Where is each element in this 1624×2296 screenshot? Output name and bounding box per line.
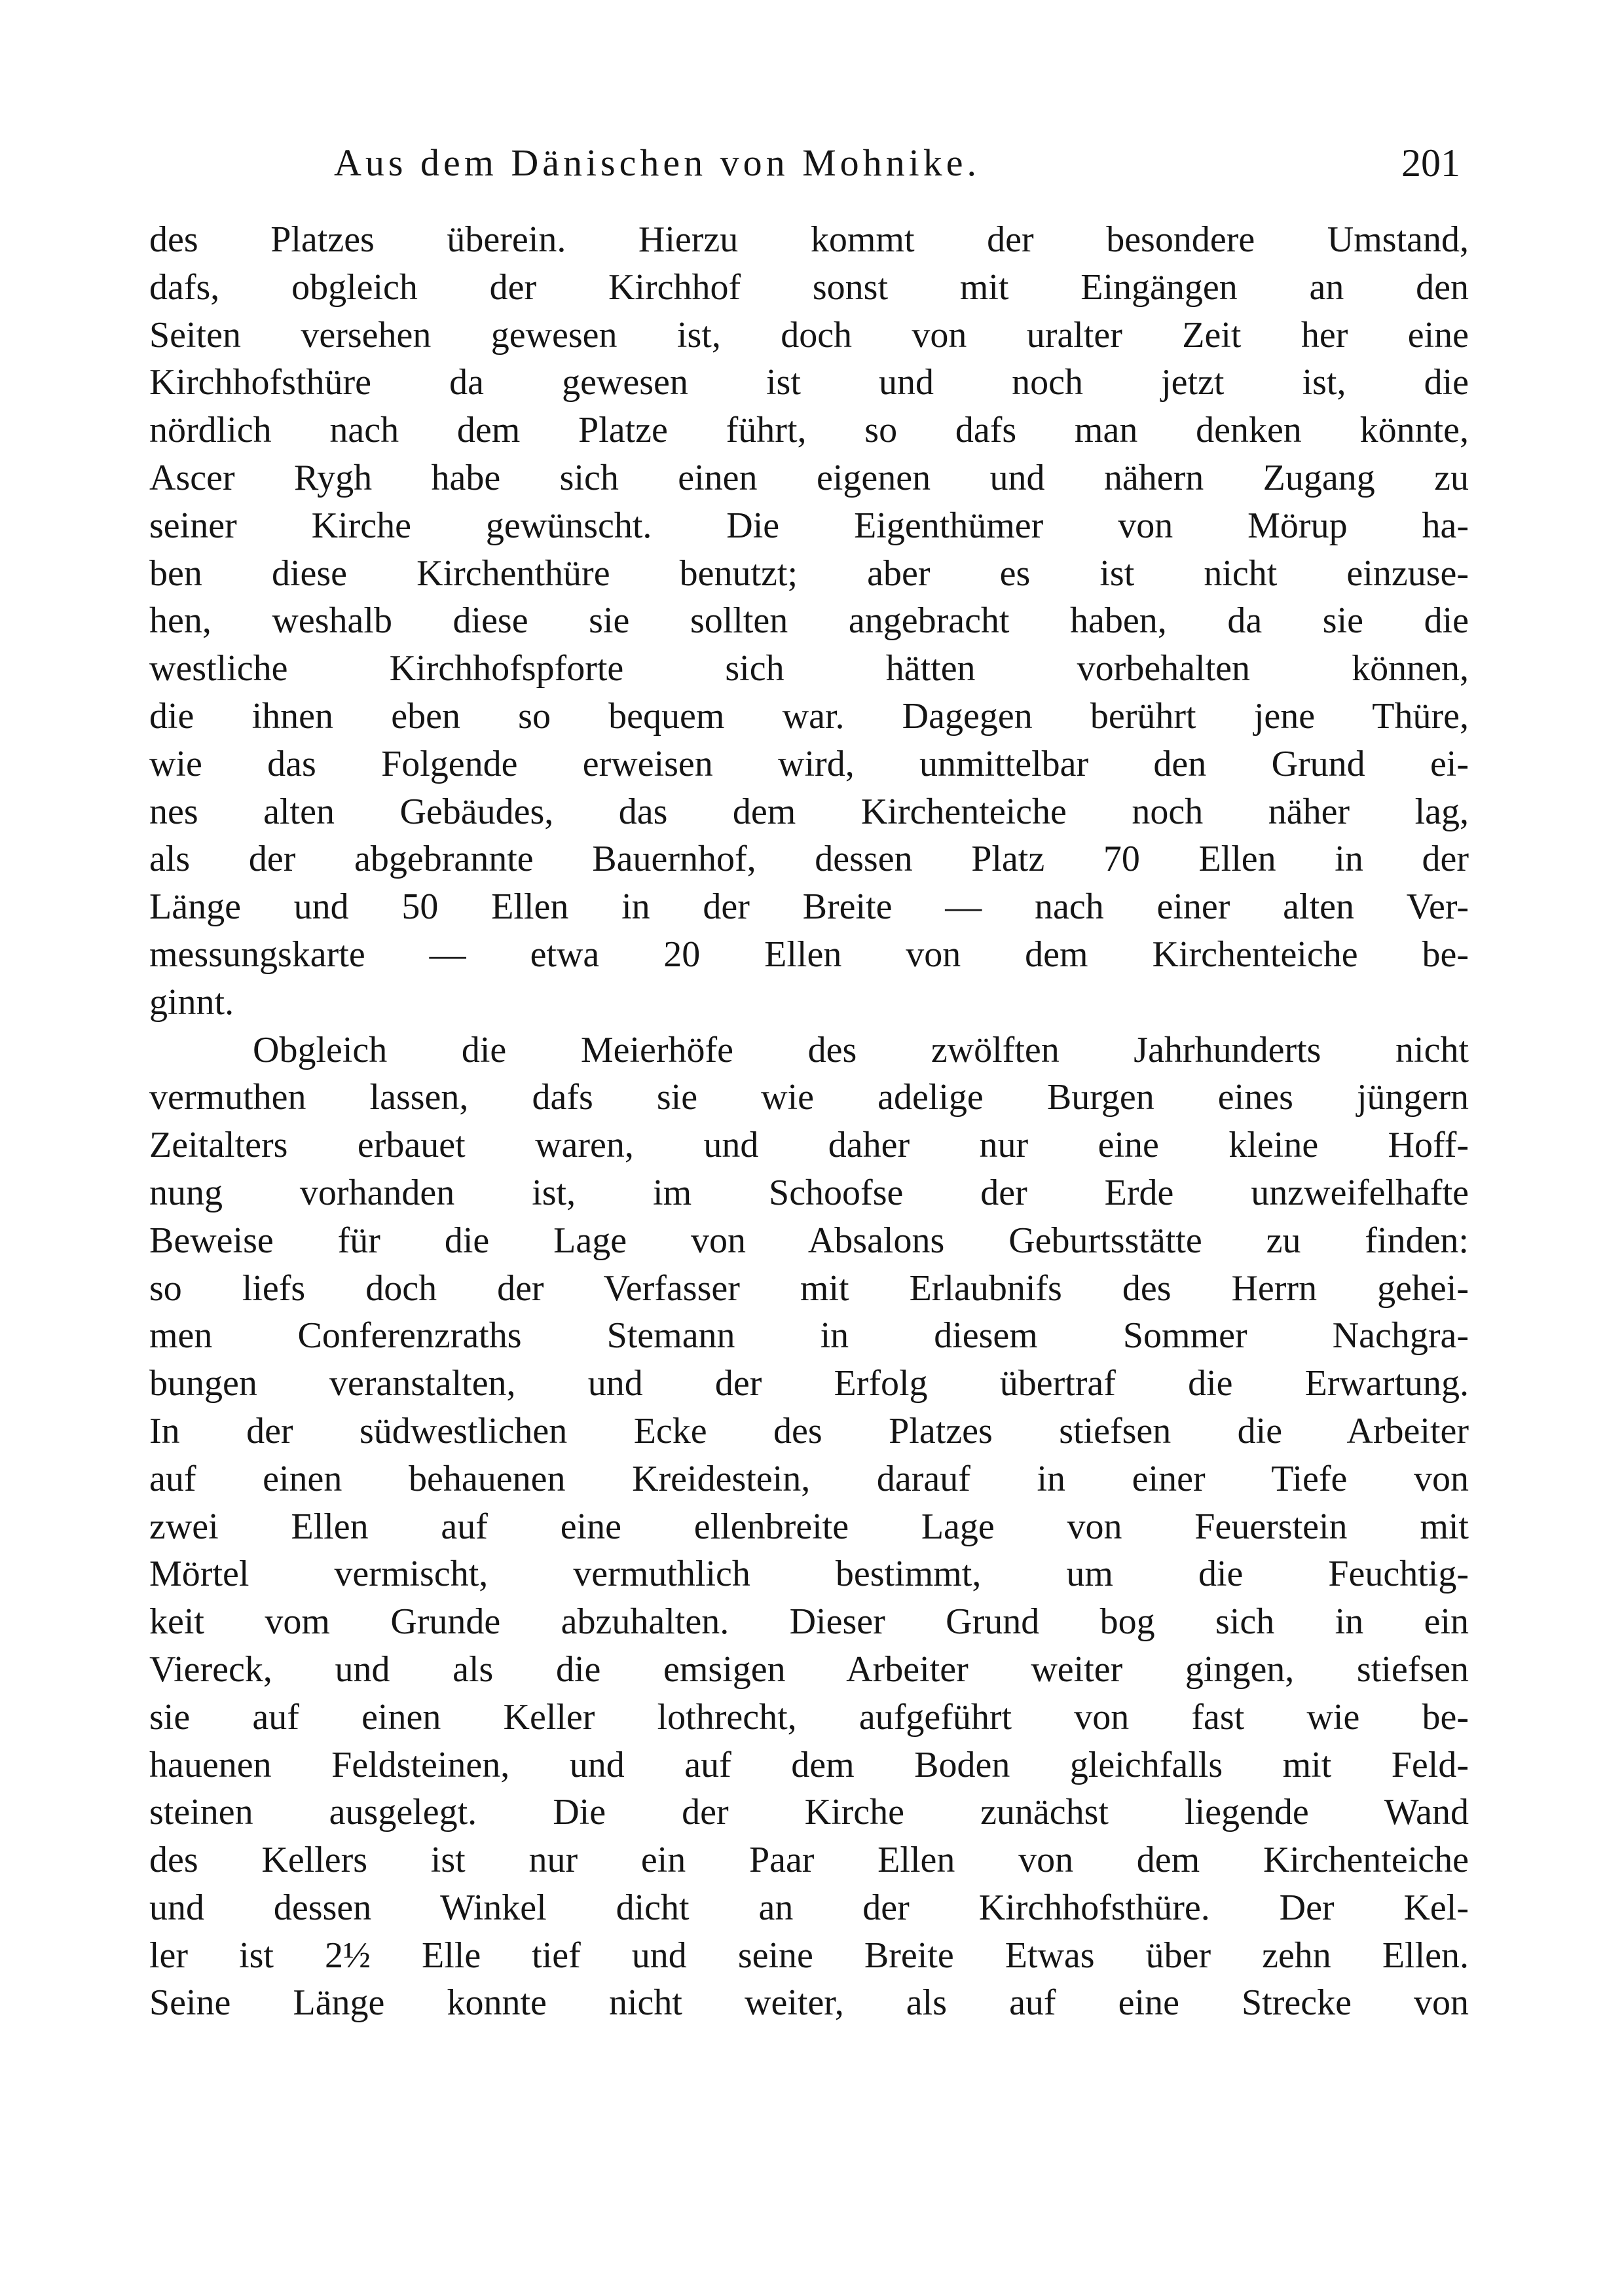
text-line: zwei Ellen auf eine ellenbreite Lage von Feuerstein mit bbox=[149, 1506, 1469, 1547]
text-line: wie das Folgende erweisen wird, unmittelbar den Grund ei- bbox=[149, 743, 1469, 784]
text-line: Seiten versehen gewesen ist, doch von uralter Zeit her eine bbox=[149, 314, 1469, 355]
text-line: des Platzes überein. Hierzu kommt der besondere Umstand, bbox=[149, 219, 1469, 260]
text-line: keit vom Grunde abzuhalten. Dieser Grund bog sich in ein bbox=[149, 1601, 1469, 1643]
text-line: als der abgebrannte Bauernhof, dessen Platz 70 Ellen in der bbox=[149, 839, 1469, 880]
text-line: und dessen Winkel dicht an der Kirchhofsthüre. Der Kel- bbox=[149, 1887, 1469, 1928]
paragraph-first-line: Obgleich die Meierhöfe des zwölften Jahrhunderts nicht bbox=[253, 1029, 1469, 1070]
text-line: so liefs doch der Verfasser mit Erlaubnifs des Herrn gehei- bbox=[149, 1267, 1469, 1309]
text-line: nördlich nach dem Platze führt, so dafs man denken könnte, bbox=[149, 410, 1469, 451]
text-line: ler ist 2½ Elle tief und seine Breite Etwas über zehn Ellen. bbox=[149, 1935, 1469, 1976]
text-line: steinen ausgelegt. Die der Kirche zunächst liegende Wand bbox=[149, 1792, 1469, 1833]
paragraph-end-line: ginnt. bbox=[149, 981, 234, 1023]
text-line: dafs, obgleich der Kirchhof sonst mit Eingängen an den bbox=[149, 266, 1469, 308]
text-line: Mörtel vermischt, vermuthlich bestimmt, um die Feuchtig- bbox=[149, 1554, 1469, 1595]
text-line: Länge und 50 Ellen in der Breite — nach einer alten Ver- bbox=[149, 886, 1469, 928]
text-line: Seine Länge konnte nicht weiter, als auf eine Strecke von bbox=[149, 1982, 1469, 2024]
text-line: westliche Kirchhofspforte sich hätten vorbehalten können, bbox=[149, 648, 1469, 689]
text-line: auf einen behauenen Kreidestein, darauf in einer Tiefe von bbox=[149, 1458, 1469, 1499]
text-line: Beweise für die Lage von Absalons Geburtsstätte zu finden: bbox=[149, 1220, 1469, 1261]
text-line: des Kellers ist nur ein Paar Ellen von dem Kirchenteiche bbox=[149, 1840, 1469, 1881]
running-title: Aus dem Dänischen von Mohnike. bbox=[334, 141, 981, 184]
text-line: hauenen Feldsteinen, und auf dem Boden gleichfalls mit Feld- bbox=[149, 1744, 1469, 1785]
text-line: nung vorhanden ist, im Schoofse der Erde unzweifelhafte bbox=[149, 1172, 1469, 1213]
text-line: messungskarte — etwa 20 Ellen von dem Kirchenteiche be- bbox=[149, 934, 1469, 975]
text-line: men Conferenzraths Stemann in diesem Sommer Nachgra- bbox=[149, 1315, 1469, 1357]
text-line: In der südwestlichen Ecke des Platzes stiefsen die Arbeiter bbox=[149, 1410, 1469, 1451]
page-number: 201 bbox=[1401, 141, 1460, 185]
body-text bbox=[149, 216, 1469, 2027]
text-line: Zeitalters erbauet waren, und daher nur eine kleine Hoff- bbox=[149, 1125, 1469, 1166]
text-line: hen, weshalb diese sie sollten angebracht haben, da sie die bbox=[149, 600, 1469, 642]
text-line: vermuthen lassen, dafs sie wie adelige Burgen eines jüngern bbox=[149, 1077, 1469, 1118]
page-header bbox=[334, 141, 1460, 193]
text-line: sie auf einen Keller lothrecht, aufgeführt von fast wie be- bbox=[149, 1696, 1469, 1738]
text-line: nes alten Gebäudes, das dem Kirchenteiche noch näher lag, bbox=[149, 791, 1469, 832]
text-line: Ascer Rygh habe sich einen eigenen und nähern Zugang zu bbox=[149, 457, 1469, 498]
text-line: seiner Kirche gewünscht. Die Eigenthümer von Mörup ha- bbox=[149, 505, 1469, 546]
text-line: ben diese Kirchenthüre benutzt; aber es ist nicht einzuse- bbox=[149, 553, 1469, 594]
text-line: Kirchhofsthüre da gewesen ist und noch jetzt ist, die bbox=[149, 362, 1469, 403]
text-line: bungen veranstalten, und der Erfolg übertraf die Erwartung. bbox=[149, 1363, 1469, 1404]
text-line: Viereck, und als die emsigen Arbeiter weiter gingen, stiefsen bbox=[149, 1649, 1469, 1690]
text-line: die ihnen eben so bequem war. Dagegen berührt jene Thüre, bbox=[149, 695, 1469, 737]
